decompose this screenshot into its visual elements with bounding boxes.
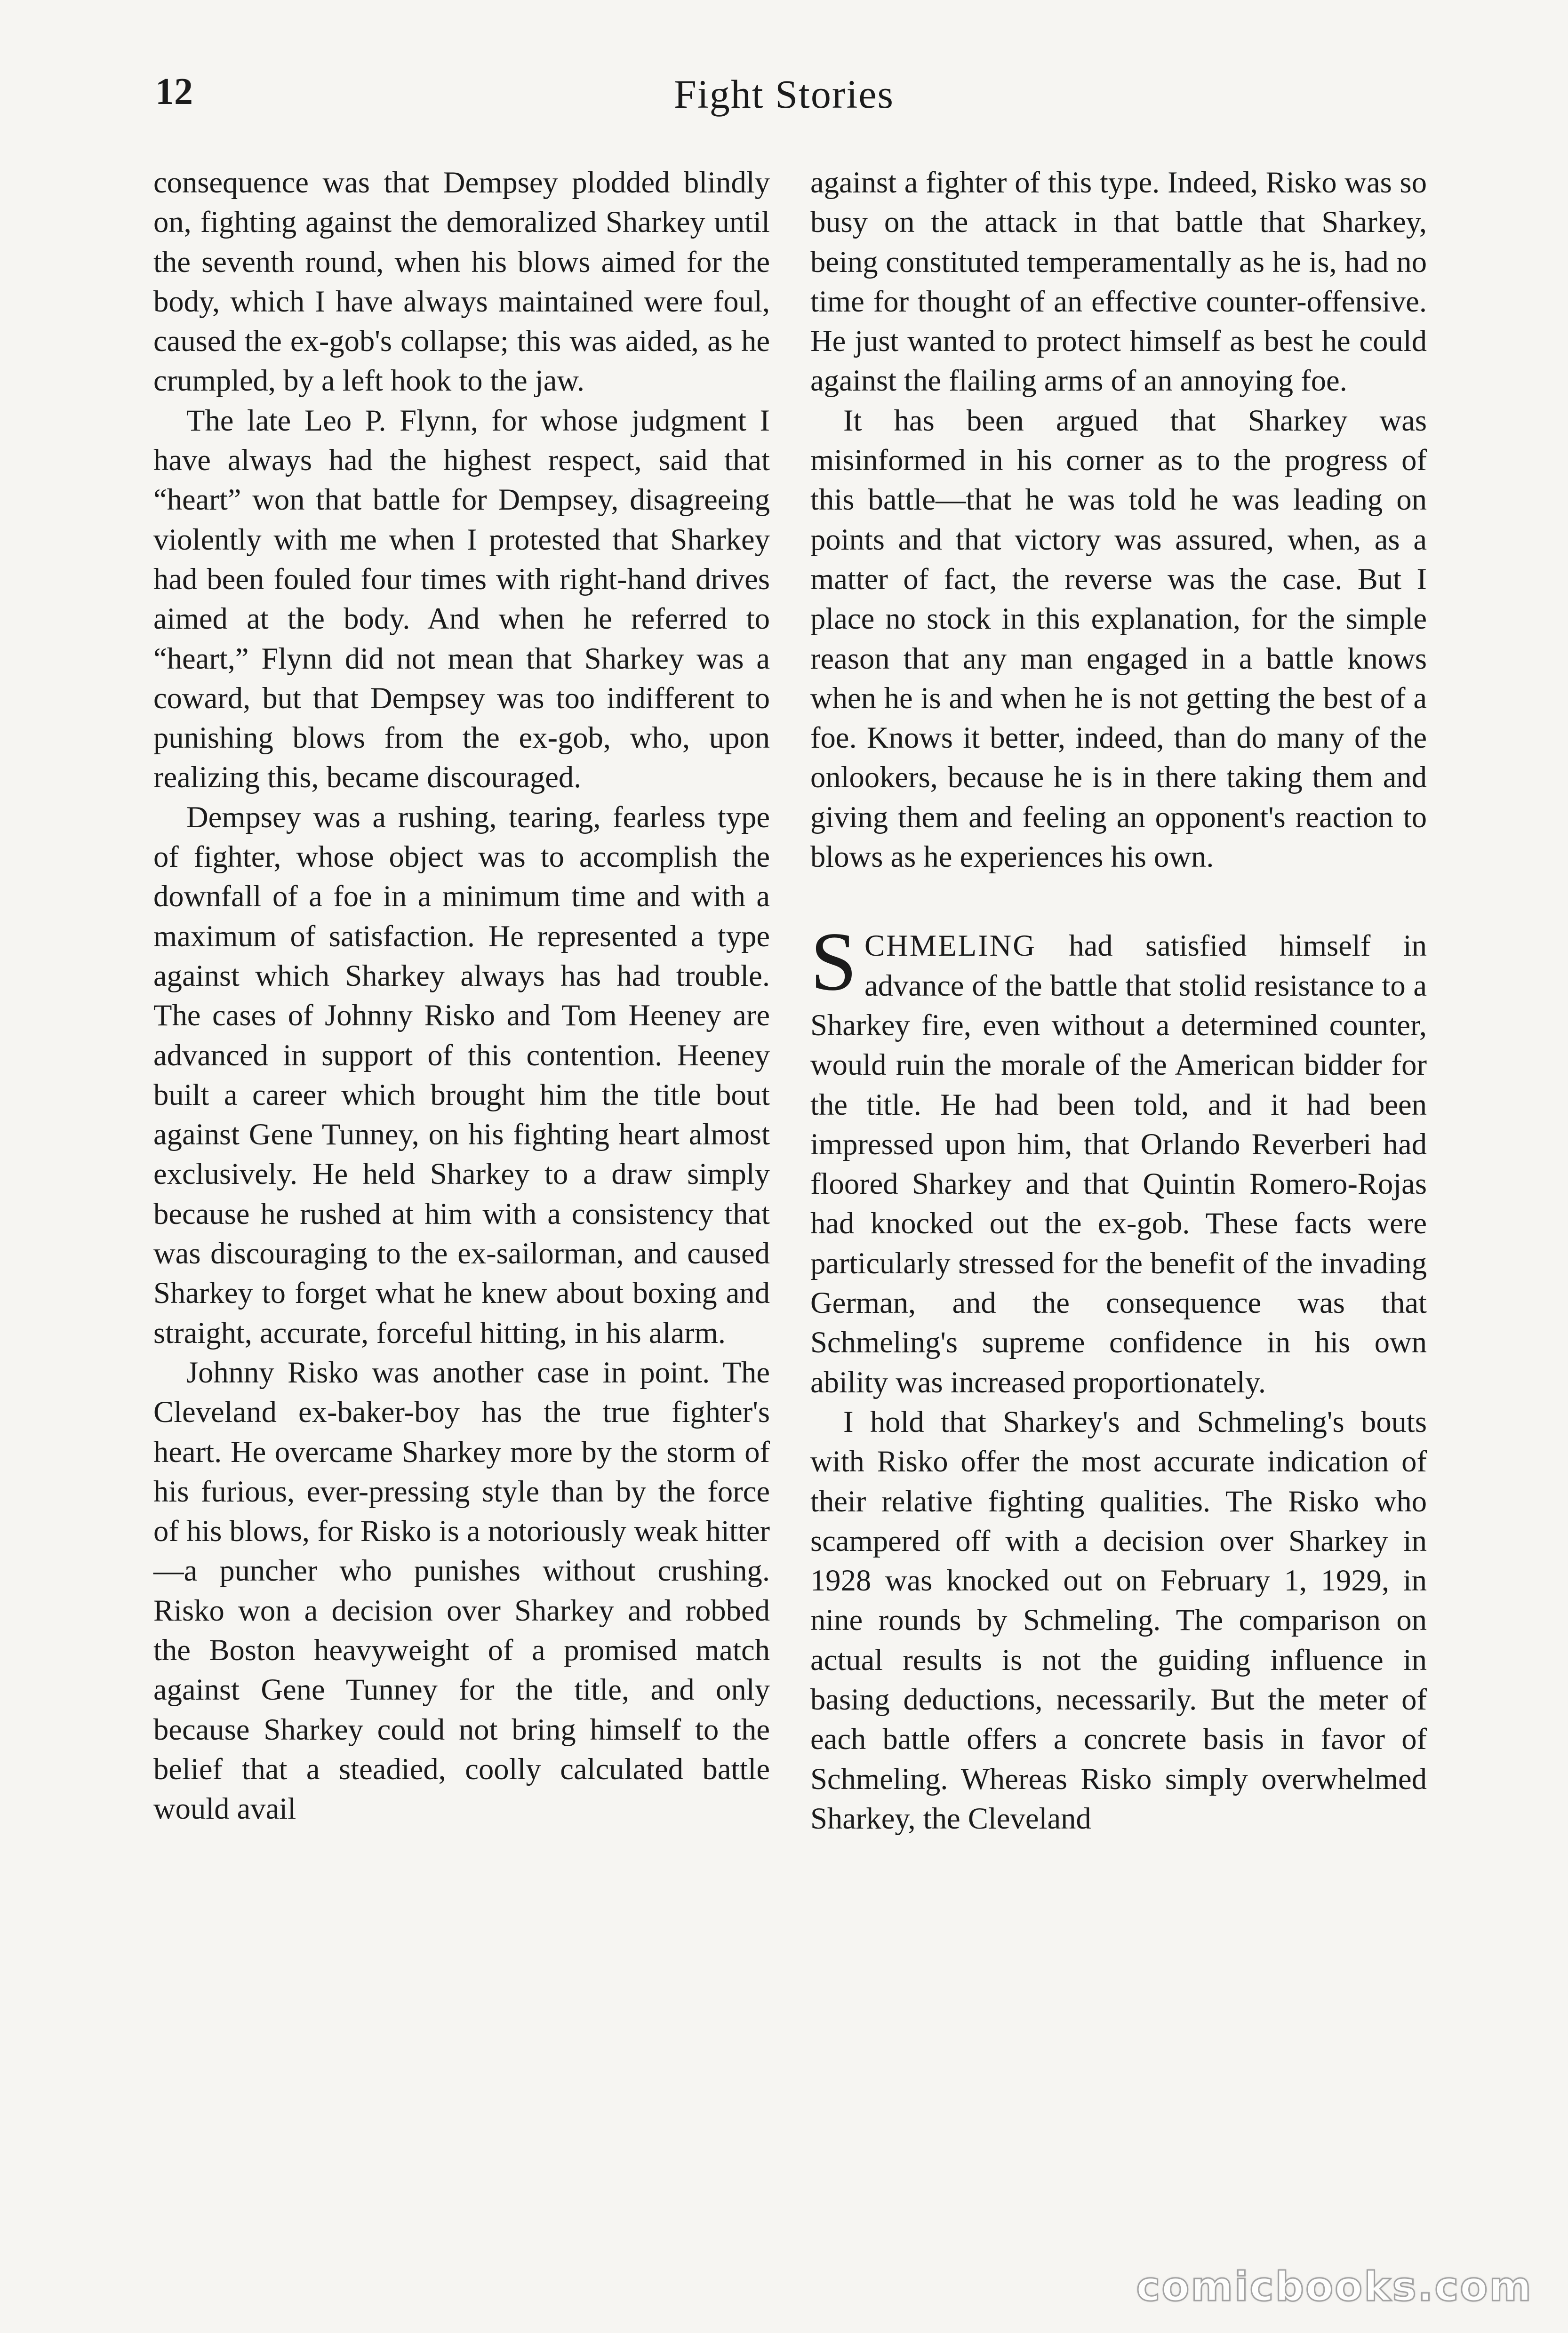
paragraph: I hold that Sharkey's and Schmeling's bouts with Risko offer the most accurate indication of their relative fighting qualities. The Risko who scampered off with a decision over Sharkey in 1928 was knocked out on February 1, 1929, in nine rounds by Schmeling. The comparison on actual results is not the guiding influence in basing deductions, necessarily. But the meter of each battle offers a concrete basis in favor of Schmeling. Whereas Risko simply overwhelmed Sharkey, the Cleveland — [810, 1404, 1427, 1835]
paragraph: consequence was that Dempsey plodded blindly on, fighting against the demoralized Sharkey until the seventh round, when his blows aimed for the body, which I have always maintained were foul, caused the ex-gob's collapse; this was aided, as he crumpled, by a left hook to the jaw. — [153, 165, 770, 398]
paragraph: against a fighter of this type. Indeed, Risko was so busy on the attack in that battle that Sharkey, being constituted temperamentally as he is, had no time for thought of an effective counter-offensive. He just wanted to protect himself as best he could against the flailing arms of an annoying foe. — [810, 165, 1427, 398]
paragraph: Dempsey was a rushing, tearing, fearless type of fighter, whose object was to accomplish the downfall of a foe in a minimum time and with a maximum of satisfaction. He represented a type against which Sharkey always has had trouble. The cases of Johnny Risko and Tom Heeney are advanced in support of this contention. Heeney built a career which brought him the title bout against Gene Tunney, on his fighting heart almost exclusively. He held Sharkey to a draw simply because he rushed at him with a consistency that was discouraging to the ex-sailorman, and caused Sharkey to forget what he knew about boxing and straight, accurate, forceful hitting, in his alarm. — [153, 799, 770, 1350]
paragraph: The late Leo P. Flynn, for whose judgment I have always had the highest respect, said that “heart” won that battle for Dempsey, disagreeing violently with me when I protested that Sharkey had been fouled four times with right-hand drives aimed at the body. And when he referred to “heart,” Flynn did not mean that Sharkey was a coward, but that Dempsey was too indifferent to punishing blows from the ex-gob, who, upon realizing this, became discouraged. — [153, 403, 770, 794]
watermark: comicbooks.com — [1136, 2263, 1533, 2310]
running-title: Fight Stories — [673, 72, 894, 117]
left-column — [153, 162, 770, 1828]
paragraph: It has been argued that Sharkey was misinformed in his corner as to the progress of this battle—that he was told he was leading on points and that victory was assured, when, as a matter of fact, the reverse was the case. But I place no stock in this explanation, for the simple reason that any man engaged in a battle knows when he is and when he is not getting the best of a foe. Knows it better, indeed, than do many of the onlookers, because he is in there taking them and giving them and feeling an opponent's reaction to blows as he experiences his own. — [810, 403, 1427, 874]
paragraph-text: had satisfied himself in advance of the battle that stolid resistance to a Sharkey fire, even without a determined counter, would ruin the morale of the American bidder for the title. He had been told, and it had been impressed upon him, that Orlando Reverberi had floored Sharkey and that Quintin Romero-Rojas had knocked out the ex-gob. These facts were particularly stressed for the benefit of the invading German, and the consequence was that Schmeling's supreme confidence in his own ability was increased proportionately. — [810, 928, 1427, 1399]
drop-cap: S — [810, 915, 857, 1008]
section-opening-paragraph — [810, 915, 1427, 1402]
page-number: 12 — [155, 71, 193, 112]
paragraph: Johnny Risko was another case in point. The Cleveland ex-baker-boy has the true fighter's heart. He overcame Sharkey more by the storm of his furious, ever-pressing style than by the force of his blows, for Risko is a notoriously weak hitter—a puncher who punishes without crushing. Risko won a decision over Sharkey and robbed the Boston heavyweight of a promised match against Gene Tunney for the title, and only because Sharkey could not bring himself to the belief that a steadied, coolly calculated battle would avail — [153, 1355, 770, 1826]
lead-in-caps: CHMELING — [864, 928, 1036, 963]
right-column — [810, 162, 1427, 1838]
